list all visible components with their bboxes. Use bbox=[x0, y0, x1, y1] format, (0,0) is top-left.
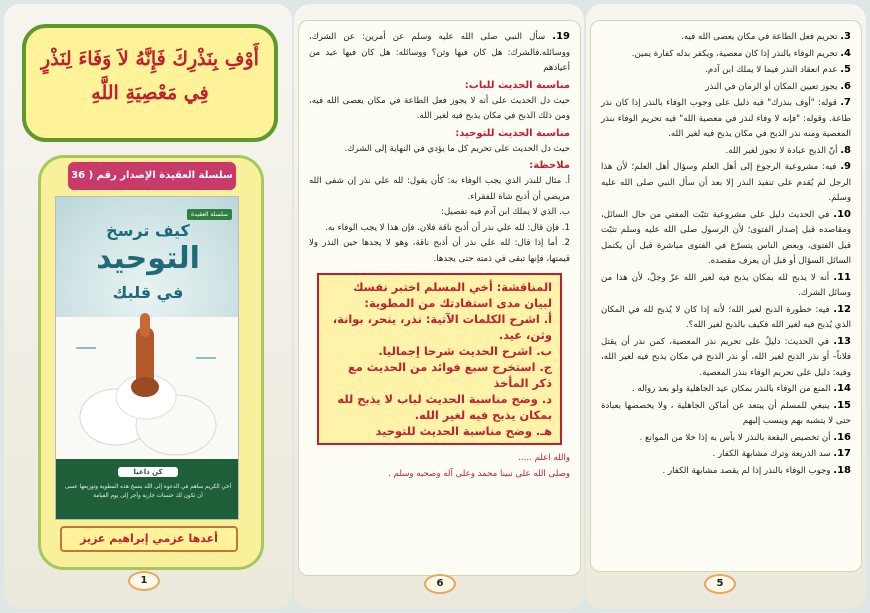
item-text: فيه: مشروعية الرجوع إلى أهل العلم وسؤال أهل العلم؛ لأن هذا الرجل لم يُقدم على تنفيذ النذر إلا بعد أن سأل النبي صلى الله عليه وسلم. bbox=[601, 162, 851, 203]
discussion-line: هـ. وضح مناسبة الحديث للتوحيد bbox=[375, 424, 552, 438]
item-text: تحريم فعل الطاعة في مكان يعصى الله فيه. bbox=[681, 32, 838, 42]
item-number: 18. bbox=[833, 464, 851, 476]
discussion-line: د. وضح مناسبة الحديث لباب لا يذبح لله بمكان يذبح فيه لغير الله. bbox=[337, 392, 552, 422]
closing-2: وصلى الله على نبينا محمد وعلى آله وصحبه وسلم . bbox=[388, 468, 570, 479]
book-note: أخي الكريم ساهم في الدعوة إلى الله بنسخ هذه المطوية وتوزيعها عسى أن تكون لك حسنات جارية وأجر إلى يوم القيامة bbox=[64, 484, 232, 499]
item-number: 17. bbox=[833, 448, 851, 459]
item-number: 14. bbox=[833, 383, 851, 394]
discussion-line: ب. اشرح الحديث شرحا إجماليا. bbox=[378, 344, 552, 358]
note-b1: 1. فإن قال: لله علي نذر أن أذبح ناقة فلان. فإن هذا لا يجب الوفاء به. bbox=[325, 222, 570, 233]
page-5 bbox=[590, 20, 862, 572]
book-cover-footer bbox=[56, 459, 239, 519]
cover-title bbox=[22, 24, 278, 142]
item-number: 3. bbox=[840, 31, 851, 42]
discussion-box bbox=[317, 273, 562, 445]
item-16 bbox=[601, 430, 851, 447]
item-text: أنّ الذبح عبادة لا تجوز لغير الله. bbox=[725, 145, 838, 156]
item-text: سد الذريعة وترك مشابهة الكفار . bbox=[712, 449, 831, 459]
note-a: أ. مثال للنذر الذي يجب الوفاء به: كأن يقول: لله علي نذر إن شفى الله مريضي أن أذبح شاة للفقراء. bbox=[309, 176, 570, 202]
item-15 bbox=[601, 398, 851, 430]
item-text: أنه لا يذبح لله بمكان يذبح فيه لغير الله عزّ وجلّ، لأن هذا من وسائل الشرك. bbox=[601, 272, 851, 298]
item-number: 13. bbox=[833, 335, 852, 347]
item-12 bbox=[601, 302, 851, 334]
item-text: يجوز تعيين المكان أو الزمان في النذر bbox=[705, 81, 838, 92]
book-title-line3: في قلبك bbox=[112, 283, 184, 302]
tawhid-text: حيث دل الحديث على تحريم كل ما يؤدي في النهاية إلى الشرك. bbox=[344, 143, 570, 154]
item-number: 16. bbox=[833, 431, 851, 443]
discussion-line: أ. اشرح الكلمات الآتية: نذر، ينحر، بوانة، وثن، عيد. bbox=[332, 312, 552, 342]
note-b2: 2. أما إذا قال: لله علي نذر أن أذبح ناقة، وهو لا يجدها حين النذر ولا قيمتها، فإنها تبقى في ذمته حتى يجدها. bbox=[309, 238, 570, 264]
page-number-1: 1 bbox=[128, 571, 160, 591]
item-text: سأل النبي صلى الله عليه وسلم عن أمرين: عن الشرك، ووسائله.فالشرك: هل كان فيها وثن؟ ووسائله: هل كان فيها عيد من أعيادهم bbox=[309, 32, 570, 73]
item-text: عدم انعقاد النذر فيما لا يملك ابن آدم. bbox=[705, 65, 838, 75]
item-18 bbox=[601, 463, 851, 480]
item-text: أن تخصيص البقعة بالنذر لا بأس به إذا خلا من الموانع . bbox=[639, 432, 831, 443]
item-text: وجوب الوفاء بالنذر إذا لم يقصد مشابهة الكفار . bbox=[662, 465, 831, 476]
page-number-5: 5 bbox=[704, 574, 736, 594]
item-number: 15. bbox=[833, 399, 851, 411]
book-series-tag: سلسلة العقيدة bbox=[187, 209, 232, 220]
item-13 bbox=[601, 334, 851, 382]
item-number: 8. bbox=[840, 144, 851, 156]
item-number: 7. bbox=[840, 97, 852, 108]
item-number: 11. bbox=[833, 271, 852, 283]
item-4 bbox=[601, 46, 851, 63]
item-number: 12. bbox=[833, 303, 851, 315]
heading-bab: مناسبة الحديث للباب: bbox=[464, 79, 570, 91]
item-3 bbox=[601, 29, 851, 46]
heading-tawhid: مناسبة الحديث للتوحيد: bbox=[455, 127, 570, 139]
item-17 bbox=[601, 446, 851, 463]
item-text: في الحديث دليل على مشروعية تثبّت المفتي من حال السائل، ومقاصده قبل إصدار الفتوى؛ لأن الرسول صلى الله عليه وسلم تثبّت قبل الفتوى، وبعض الناس يتسرّع في الفتوى مباشرة قبل أن يكتمل السائل السؤال أو قبل أن يعرف مقصده. bbox=[601, 209, 851, 266]
bab-text: حيث دل الحديث على أنه لا يجوز فعل الطاعة في مكان يعصى الله فيه، ومن ذلك الذبح في مكان يذبح فيه لغير الله. bbox=[309, 95, 570, 121]
item-number: 19. bbox=[552, 31, 571, 42]
publisher-label: كن داعيا bbox=[118, 467, 178, 477]
cover-title-line2: فِي مَعْصِيَةِ اللَّهِ bbox=[91, 82, 209, 104]
author-label: أعدها عزمي إبراهيم عزيز bbox=[60, 526, 238, 552]
closing-1: والله اعلم ..... bbox=[518, 453, 570, 463]
item-number: 6. bbox=[840, 80, 851, 92]
item-11 bbox=[601, 270, 851, 302]
item-text: قوله: "أوف بنذرك" فيه دليل على وجوب الوفاء بالنذر إذا كان نذر طاعة. وقوله: "فإنه لا وفاء لنذر في معصية الله" فيه تحريم الوفاء بنذر المعصية ومنه نذر الذبح في مكان يذبح فيه لغير الله. bbox=[601, 98, 851, 139]
item-7 bbox=[601, 95, 851, 143]
item-5 bbox=[601, 62, 851, 79]
item-text: فيه: خطورة الذبح لغير الله؛ لأنه إذا كان لا يُذبح لله في المكان الذي يُذبح فيه لغير الله فكيف بالذبح لغير الله؟. bbox=[601, 304, 851, 330]
item-number: 5. bbox=[840, 64, 851, 75]
note-b: ب. الذي لا يملك ابن آدم فيه تفصيل: bbox=[441, 207, 570, 217]
item-number: 9. bbox=[840, 161, 851, 172]
book-title-line1: كيف ترسخ bbox=[106, 221, 190, 240]
cover-title-line1: أَوْفِ بِنَذْرِكَ فَإِنَّهُ لاَ وَفَاءَ لِنَذْرٍ bbox=[41, 48, 259, 70]
discussion-line: ج. استخرج سبع فوائد من الحديث مع ذكر المأخذ bbox=[347, 360, 552, 390]
item-6 bbox=[601, 79, 851, 96]
item-number: 4. bbox=[840, 47, 851, 59]
discussion-line: المناقشة: أخي المسلم اختبر نفسك لبيان مدى استفادتك من المطوية: bbox=[353, 280, 552, 310]
item-19 bbox=[309, 29, 570, 77]
item-text: ينبغي للمسلم أن يبتعد عن أماكن الجاهلية ، ولا يخصصها بعبادة حتى لا يتشبه بهم وينسب إليهم bbox=[601, 400, 851, 426]
book-cover-image bbox=[55, 196, 239, 520]
item-8 bbox=[601, 143, 851, 160]
page-number-6: 6 bbox=[424, 574, 456, 594]
book-title-line2: التوحيد bbox=[96, 241, 200, 276]
item-text: في الحديث: دليلٌ على تحريم نذر المعصية، كمن نذر أن يقتل فلاناً– أو نذر الذبح لغير الله، أو نذر الذبح في مكان يذبح فيه لغير الله، وفيه: دليل على تحريم الوفاء بنذر المعصية. bbox=[601, 336, 851, 378]
item-text: المنع من الوفاء بالنذر بمكان عيد الجاهلية ولو بعد زواله . bbox=[631, 384, 831, 394]
series-badge: سلسلة العقيدة الإصدار رقم ( 36 bbox=[68, 162, 236, 190]
item-9 bbox=[601, 159, 851, 207]
item-10 bbox=[601, 207, 851, 270]
heading-note: ملاحظة: bbox=[529, 160, 570, 171]
page-6 bbox=[298, 20, 581, 576]
item-text: تحريم الوفاء بالنذر إذا كان معصية، ويكفر بدله كفارة يمين. bbox=[631, 48, 838, 59]
item-14 bbox=[601, 381, 851, 398]
book-illustration bbox=[56, 307, 239, 467]
item-number: 10. bbox=[833, 208, 851, 220]
